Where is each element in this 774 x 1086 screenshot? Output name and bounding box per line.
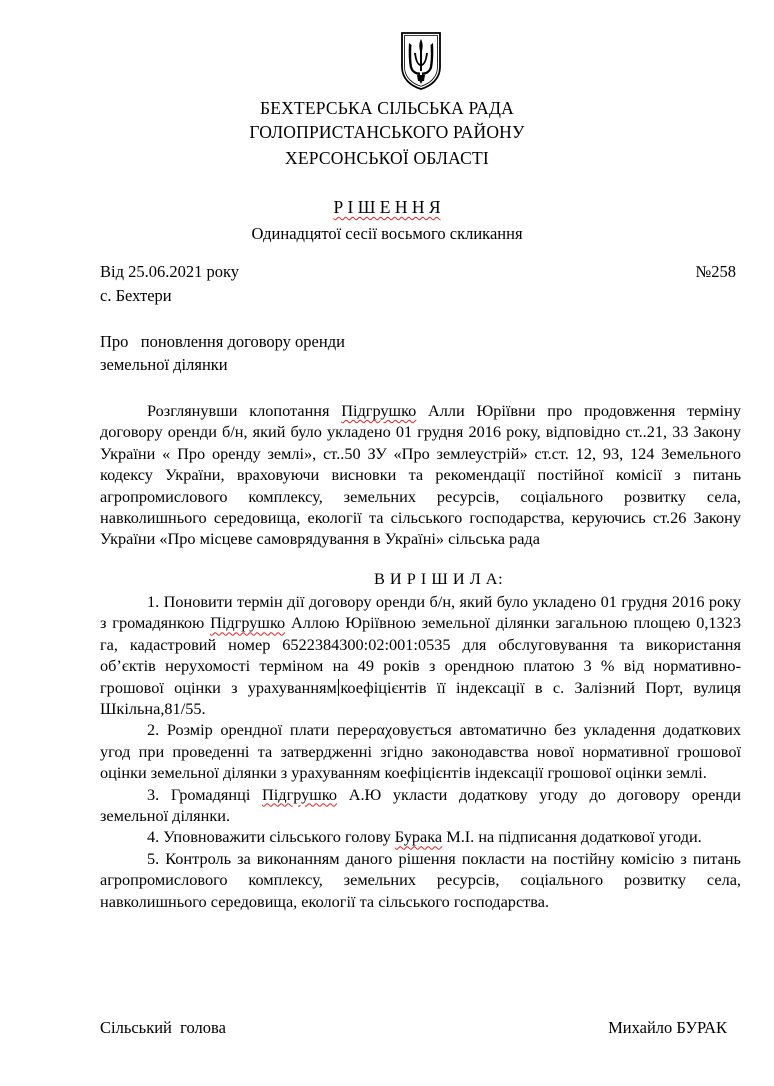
region-name: ХЕРСОНСЬКОЇ ОБЛАСТІ (285, 148, 489, 168)
district-name: ГОЛОПРИСТАНСЬКОГО РАЙОНУ (249, 122, 525, 142)
council-name: БЕХТЕРСЬКА СІЛЬСЬКА РАДА (259, 98, 514, 118)
signature-position: Сільський голова (100, 1018, 226, 1037)
item-1: 1. Поновити термін дії договору оренди б/н, який було укладено 01 грудня 2016 року з громадянкою Підгрушко Аллою Юріївною земельної ділянки загальною площею 0,1323 га, кадастровий номер 6522384300:02:001:0535 для обслуговування та використання об’єктів нерухомості терміном на 49 років з орендною платою 3 % від нормативно-грошової оцінки з урахуванням коефіцієнтів її індексації в с. Залізний Порт, вулиця Шкільна,81/55. (100, 592, 741, 719)
subject-line-1: Про поновлення договору оренди (100, 332, 345, 351)
preamble: Розглянувши клопотання Підгрушко Алли Юріївни про продовження терміну договору оренди б/н, який було укладено 01 грудня 2016 року, відповідно ст..21, 33 Закону України « Про оренду землі», ст..50 ЗУ «Про землеустрій» ст.ст. 12, 93, 124 Земельного кодексу України, враховуючи висновки та рекомендації постійної комісії з питань агропромислового комплексу, земельних ресурсів, соціального розвитку села, навколишнього середовища, екології та сільського господарства, керуючись ст.26 Закону України «Про місцеве самоврядування в Україні» сільська рада (100, 401, 741, 549)
session-line: Одинадцятої сесії восьмого скликання (251, 224, 523, 243)
place-name: с. Бехтери (100, 286, 172, 305)
item-4: 4. Уповноважити сільського голову Бурака М.І. на підписання додаткової угоди. (147, 827, 702, 847)
coat-of-arms (400, 31, 442, 91)
item-5: 5. Контроль за виконанням даного рішення покласти на постійну комісію з питань агропромислового комплексу, земельних ресурсів, соціального розвитку села, навколишнього середовища, екології та сільського господарства. (100, 848, 741, 911)
decision-items (100, 591, 741, 912)
decision-title: Р І Ш Е Н Н Я (333, 197, 441, 217)
trident-emblem-icon (400, 31, 442, 91)
item-3: 3. Громадянці Підгрушко А.Ю укласти додаткову угоду до договору оренди земельної ділянки. (100, 784, 741, 826)
decided-heading: В И Р І Ш И Л А: (374, 569, 504, 588)
applicant-name: Підгрушко (341, 401, 417, 420)
subject-line-2: земельної ділянки (100, 355, 228, 374)
signature-name: Михайло БУРАК (608, 1018, 727, 1037)
item-2: 2. Розмір орендної плати переραχовується автоматично без укладення додаткових угод при проведенні та затвердженні згідно законодавства нової нормативної грошової оцінки земельної ділянки з урахуванням коефіцієнтів індексації грошової оцінки землі. (100, 720, 741, 783)
decision-number: №258 (695, 262, 736, 281)
decision-date: Від 25.06.2021 року (100, 262, 240, 281)
